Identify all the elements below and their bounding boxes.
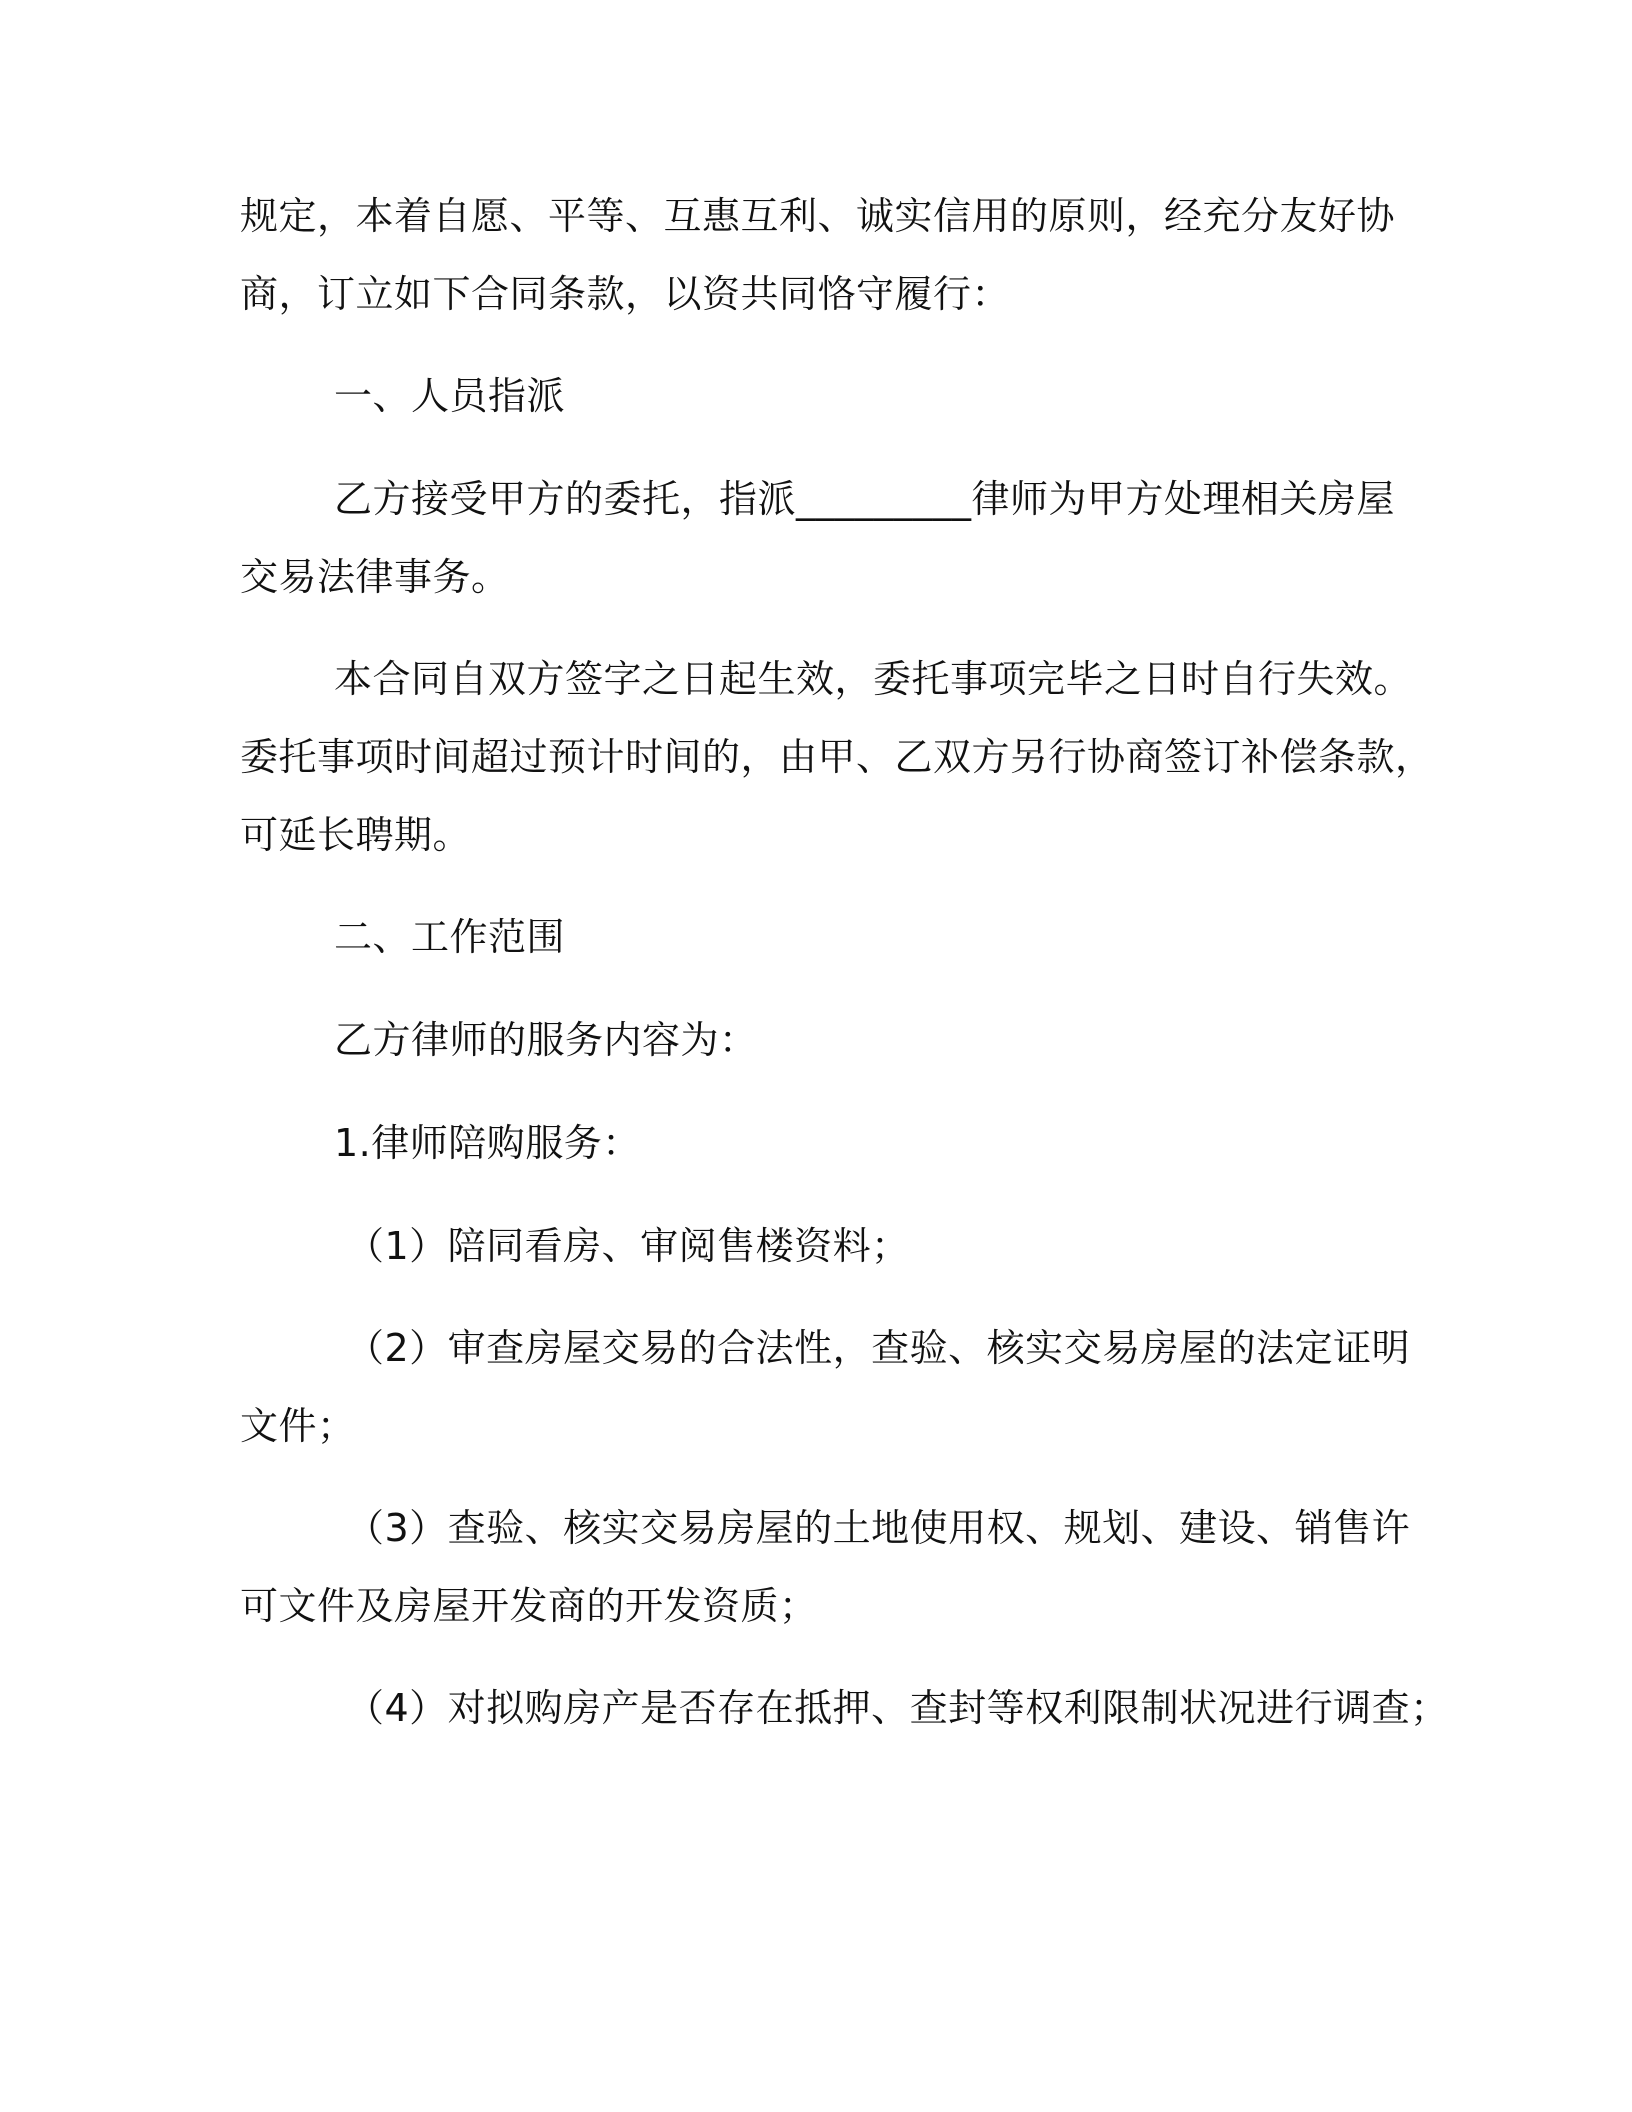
paragraph-effective-line-2: 委托事项时间超过预计时间的，由甲、乙双方另行协商签订补偿条款，	[240, 735, 1434, 779]
paragraph-effective-line-3: 可延长聘期。	[240, 813, 472, 857]
list-item-2-line-1: （2）审查房屋交易的合法性，查验、核实交易房屋的法定证明	[346, 1326, 1411, 1370]
paragraph-effective-line-1: 本合同自双方签字之日起生效，委托事项完毕之日时自行失效。	[334, 657, 1413, 701]
list-heading-purchase-service: 1.律师陪购服务：	[334, 1121, 641, 1165]
section-heading-scope: 二、工作范围	[334, 915, 566, 959]
paragraph-intro-line-1: 规定，本着自愿、平等、互惠互利、诚实信用的原则，经充分友好协	[240, 194, 1396, 238]
list-item-3-line-2: 可文件及房屋开发商的开发资质；	[240, 1584, 818, 1628]
paragraph-services-intro: 乙方律师的服务内容为：	[334, 1018, 758, 1062]
list-item-1: （1）陪同看房、审阅售楼资料；	[346, 1224, 910, 1268]
paragraph-assignment-line-2: 交易法律事务。	[240, 555, 510, 599]
list-item-2-line-2: 文件；	[240, 1404, 356, 1448]
list-item-3-line-1: （3）查验、核实交易房屋的土地使用权、规划、建设、销售许	[346, 1506, 1411, 1550]
section-heading-personnel: 一、人员指派	[334, 374, 566, 418]
paragraph-assignment-line-1: 乙方接受甲方的委托，指派_________律师为甲方处理相关房屋	[334, 477, 1396, 521]
paragraph-intro-line-2: 商，订立如下合同条款，以资共同恪守履行：	[240, 272, 1011, 316]
list-item-4: （4）对拟购房产是否存在抵押、查封等权利限制状况进行调查；	[346, 1686, 1449, 1730]
